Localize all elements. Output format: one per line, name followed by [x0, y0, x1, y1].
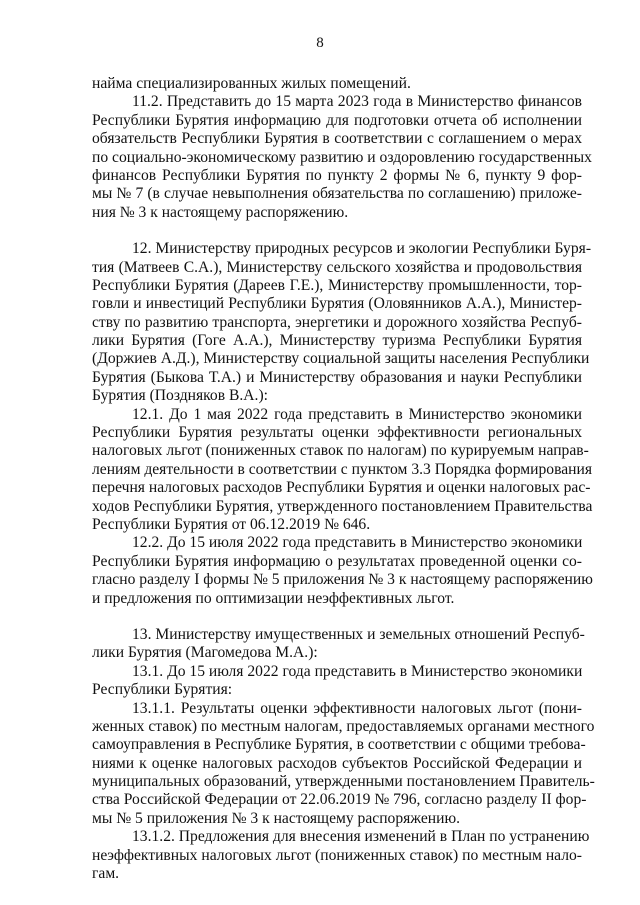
text-line: ходов Республики Бурятия, утвержденного постановлением Правительства: [92, 497, 593, 515]
text-line: по социально-экономическому развитию и оздоровлению государственных: [92, 148, 592, 166]
text-line: ства Российской Федерации от 22.06.2019 № 796, согласно разделу II фор-: [92, 791, 587, 809]
text-line: и предложения по оптимизации неэффективных льгот.: [92, 589, 455, 607]
text-line: 13. Министерству имущественных и земельных отношений Респуб-: [132, 625, 585, 643]
text-line: (Доржиев А.Д.), Министерству социальной защиты населения Республики: [92, 350, 590, 368]
text-line: 13.1.2. Предложения для внесения изменений в План по устранению: [132, 828, 590, 846]
text-line: ству по развитию транспорта, энергетики и дорожного хозяйства Респуб-: [92, 313, 582, 331]
text-line: 13.1. До 15 июля 2022 года представить в Министерство экономики: [132, 662, 583, 680]
text-line: женных ставок) по местным налогам, предоставляемых органами местного: [92, 717, 595, 735]
document-body: [92, 75, 595, 883]
text-line: лики Бурятия (Магомедова М.А.):: [92, 644, 318, 662]
text-line: Республики Бурятия информацию для подготовки отчета об исполнении: [92, 111, 582, 129]
paragraph-gap: [92, 222, 582, 240]
text-line: мы № 5 приложения № 3 к настоящему распоряжению.: [92, 809, 461, 827]
text-line: Республики Бурятия от 06.12.2019 № 646.: [92, 515, 371, 533]
text-line: найма специализированных жилых помещений.: [92, 75, 411, 92]
text-line: 11.2. Представить до 15 марта 2023 года в Министерство финансов: [132, 93, 582, 111]
text-line: 12. Министерству природных ресурсов и экологии Республики Буря-: [132, 240, 592, 258]
text-line: тия (Матвеев С.А.), Министерству сельского хозяйства и продовольствия: [92, 258, 582, 276]
text-line: неэффективных налоговых льгот (пониженных ставок) по местным нало-: [92, 846, 582, 864]
text-line: Республики Бурятия результаты оценки эффективности региональных: [92, 424, 582, 442]
text-line: Республики Бурятия информацию о результатах проведенной оценки со-: [92, 552, 582, 570]
text-line: гам.: [92, 865, 120, 883]
text-line: обязательств Республики Бурятия в соответствии с соглашением о мерах: [92, 130, 582, 148]
paragraph-gap: [92, 608, 582, 626]
text-line: ниями к оценке налоговых расходов субъектов Российской Федерации и: [92, 754, 582, 772]
text-line: Бурятия (Поздняков В.А.):: [92, 387, 268, 405]
text-line: налоговых льгот (пониженных ставок по налогам) по курируемым направ-: [92, 442, 589, 460]
text-line: Республики Бурятия (Дареев Г.Е.), Министерству промышленности, тор-: [92, 276, 582, 294]
text-line: 12.2. До 15 июля 2022 года представить в Министерство экономики: [132, 534, 583, 552]
text-line: муниципальных образований, утвержденными постановлением Правитель-: [92, 773, 595, 791]
page-number: 8: [316, 35, 324, 51]
text-line: самоуправления в Республике Бурятия, в соответствии с общими требова-: [92, 736, 586, 754]
text-line: 13.1.1. Результаты оценки эффективности налоговых льгот (пони-: [132, 699, 582, 717]
text-line: говли и инвестиций Республики Бурятия (Оловянников А.А.), Министер-: [92, 295, 582, 313]
text-line: ния № 3 к настоящему распоряжению.: [92, 203, 349, 221]
text-line: финансов Республики Бурятия по пункту 2 формы № 6, пункту 9 фор-: [92, 166, 582, 184]
text-line: перечня налоговых расходов Республики Бурятия и оценки налоговых рас-: [92, 479, 591, 497]
text-line: мы № 7 (в случае невыполнения обязательства по соглашению) приложе-: [92, 185, 582, 203]
text-line: гласно разделу I формы № 5 приложения № 3 к настоящему распоряжению: [92, 571, 593, 589]
text-line: лениям деятельности в соответствии с пунктом 3.3 Порядка формирования: [92, 460, 593, 478]
text-line: лики Бурятия (Гоге А.А.), Министерству туризма Республики Бурятия: [92, 332, 582, 350]
text-line: Бурятия (Быкова Т.А.) и Министерству образования и науки Республики: [92, 368, 582, 386]
text-line: Республики Бурятия:: [92, 681, 233, 699]
text-line: 12.1. До 1 мая 2022 года представить в Министерство экономики: [132, 405, 582, 423]
